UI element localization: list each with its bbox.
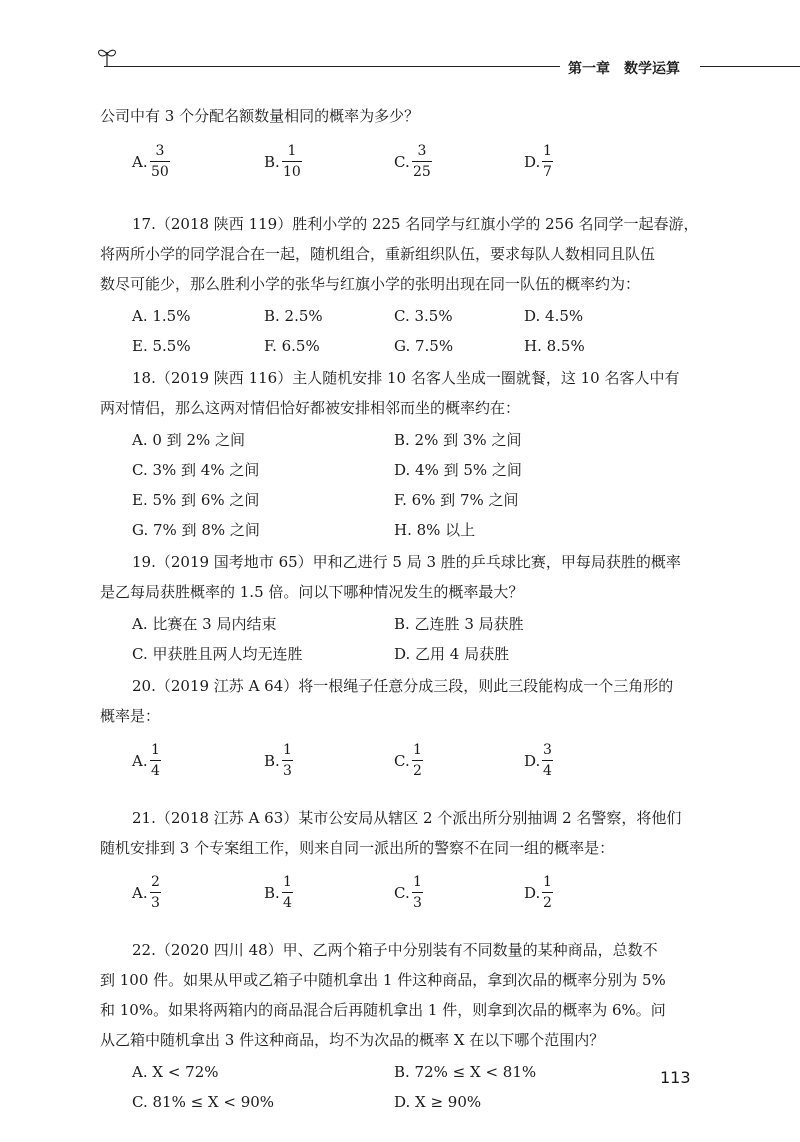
q22-option-b: B. 72% ≤ X < 81%: [394, 1063, 537, 1081]
q18-option-e: E. 5% 到 6% 之间: [132, 491, 260, 509]
q18-option-g: G. 7% 到 8% 之间: [132, 521, 260, 539]
q19-line-2: 是乙每局获胜概率的 1.5 倍。问以下哪种情况发生的概率最大？: [100, 583, 524, 601]
q16-continuation: 公司中有 3 个分配名额数量相同的概率为多少？: [100, 107, 420, 125]
q17-option-a: A. 1.5%: [132, 307, 191, 325]
q22-option-c: C. 81% ≤ X < 90%: [132, 1093, 275, 1111]
header-rule-right: [700, 66, 800, 67]
q19-line-1: 19.（2019 国考地市 65）甲和乙进行 5 局 3 胜的乒乓球比赛，甲每局获胜的概率: [132, 553, 681, 571]
q19-option-a: A. 比赛在 3 局内结束: [132, 615, 277, 633]
q21-line-2: 随机安排到 3 个专案组工作，则来自同一派出所的警察不在同一组的概率是：: [100, 839, 615, 857]
q17-option-e: E. 5.5%: [132, 337, 191, 355]
q18-option-c: C. 3% 到 4% 之间: [132, 461, 260, 479]
q17-option-c: C. 3.5%: [394, 307, 453, 325]
q20-line-2: 概率是：: [100, 707, 161, 725]
header-rule-left: [104, 66, 560, 67]
q21-line-1: 21.（2018 江苏 A 63）某市公安局从辖区 2 个派出所分别抽调 2 名警察，将他们: [132, 809, 682, 827]
q22-line-2: 到 100 件。如果从甲或乙箱子中随机拿出 1 件这种商品，拿到次品的概率分别为 5%: [100, 971, 666, 989]
q17-option-d: D. 4.5%: [524, 307, 584, 325]
q17-line-2: 将两所小学的同学混合在一起，随机组合，重新组织队伍，要求每队人数相同且队伍: [100, 245, 656, 263]
q18-line-2: 两对情侣，那么这两对情侣恰好都被安排相邻而坐的概率约在：: [100, 399, 521, 417]
q18-option-h: H. 8% 以上: [394, 521, 476, 539]
q18-option-b: B. 2% 到 3% 之间: [394, 431, 522, 449]
q17-option-g: G. 7.5%: [394, 337, 454, 355]
q18-option-f: F. 6% 到 7% 之间: [394, 491, 519, 509]
q18-line-1: 18.（2019 陕西 116）主人随机安排 10 名客人坐成一圈就餐，这 10 名客人中有: [132, 369, 680, 387]
page-number: 113: [660, 1068, 691, 1087]
q19-option-d: D. 乙用 4 局获胜: [394, 645, 510, 663]
q22-option-d: D. X ≥ 90%: [394, 1093, 482, 1111]
q22-line-4: 从乙箱中随机拿出 3 件这种商品，均不为次品的概率 X 在以下哪个范围内？: [100, 1031, 605, 1049]
q17-line-3: 数尽可能少，那么胜利小学的张华与红旗小学的张明出现在同一队伍的概率约为：: [100, 275, 641, 293]
q20-line-1: 20.（2019 江苏 A 64）将一根绳子任意分成三段，则此三段能构成一个三角形的: [132, 677, 674, 695]
q17-option-f: F. 6.5%: [264, 337, 320, 355]
q22-option-a: A. X < 72%: [132, 1063, 219, 1081]
q17-line-1: 17.（2018 陕西 119）胜利小学的 225 名同学与红旗小学的 256 名同学一起春游，: [132, 215, 699, 233]
q22-line-1: 22.（2020 四川 48）甲、乙两个箱子中分别装有不同数量的某种商品，总数不: [132, 941, 658, 959]
q19-option-c: C. 甲获胜且两人均无连胜: [132, 645, 303, 663]
q18-option-d: D. 4% 到 5% 之间: [394, 461, 522, 479]
q17-option-b: B. 2.5%: [264, 307, 323, 325]
q17-option-h: H. 8.5%: [524, 337, 585, 355]
chapter-title: 第一章 数学运算: [562, 58, 686, 78]
q22-line-3: 和 10%。如果将两箱内的商品混合后再随机拿出 1 件，则拿到次品的概率为 6%。问: [100, 1001, 666, 1019]
q19-option-b: B. 乙连胜 3 局获胜: [394, 615, 524, 633]
q18-option-a: A. 0 到 2% 之间: [132, 431, 246, 449]
